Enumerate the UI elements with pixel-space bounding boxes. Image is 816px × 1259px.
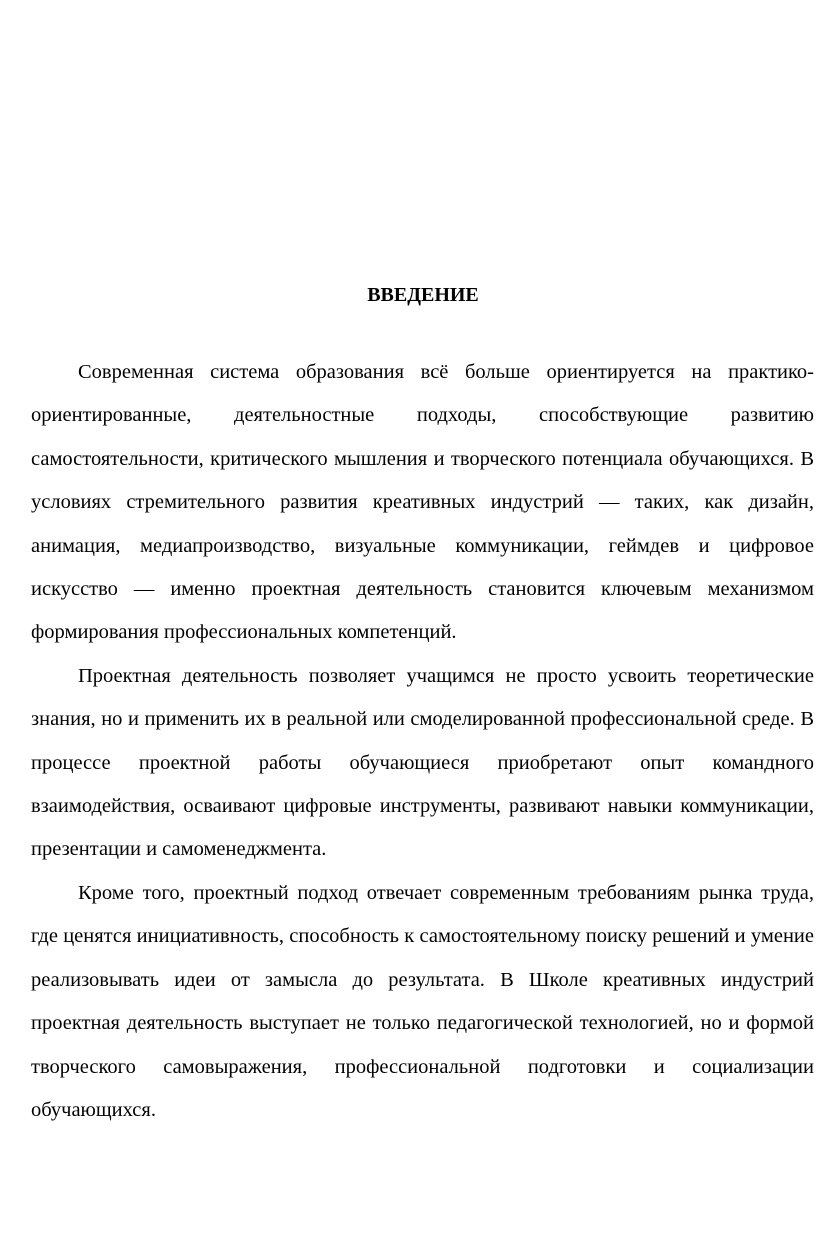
document-body [31, 351, 814, 1132]
paragraph-3: Кроме того, проектный подход отвечает современным требованиям рынка труда, где ценятся инициативность, способность к самостоятельному поиску решений и умение реализовывать идеи от замысла до результата. В Школе креативных индустрий проектная деятельность выступает не только педагогической технологией, но и формой творческого самовыражения, профессиональной подготовки и социализации обучающихся. [31, 881, 814, 1121]
document-title: ВВЕДЕНИЕ [367, 284, 479, 306]
paragraph-1: Современная система образования всё больше ориентируется на практико-ориентированные, деятельностные подходы, способствующие развитию самостоятельности, критического мышления и творческого потенциала обучающихся. В условиях стремительного развития креативных индустрий — таких, как дизайн, анимация, медиапроизводство, визуальные коммуникации, геймдев и цифровое искусство — именно проектная деятельность становится ключевым механизмом формирования профессиональных компетенций. [31, 361, 814, 644]
paragraph-2: Проектная деятельность позволяет учащимся не просто усвоить теоретические знания, но и применить их в реальной или смоделированной профессиональной среде. В процессе проектной работы обучающиеся приобретают опыт командного взаимодействия, осваивают цифровые инструменты, развивают навыки коммуникации, презентации и самоменеджмента. [31, 664, 814, 861]
